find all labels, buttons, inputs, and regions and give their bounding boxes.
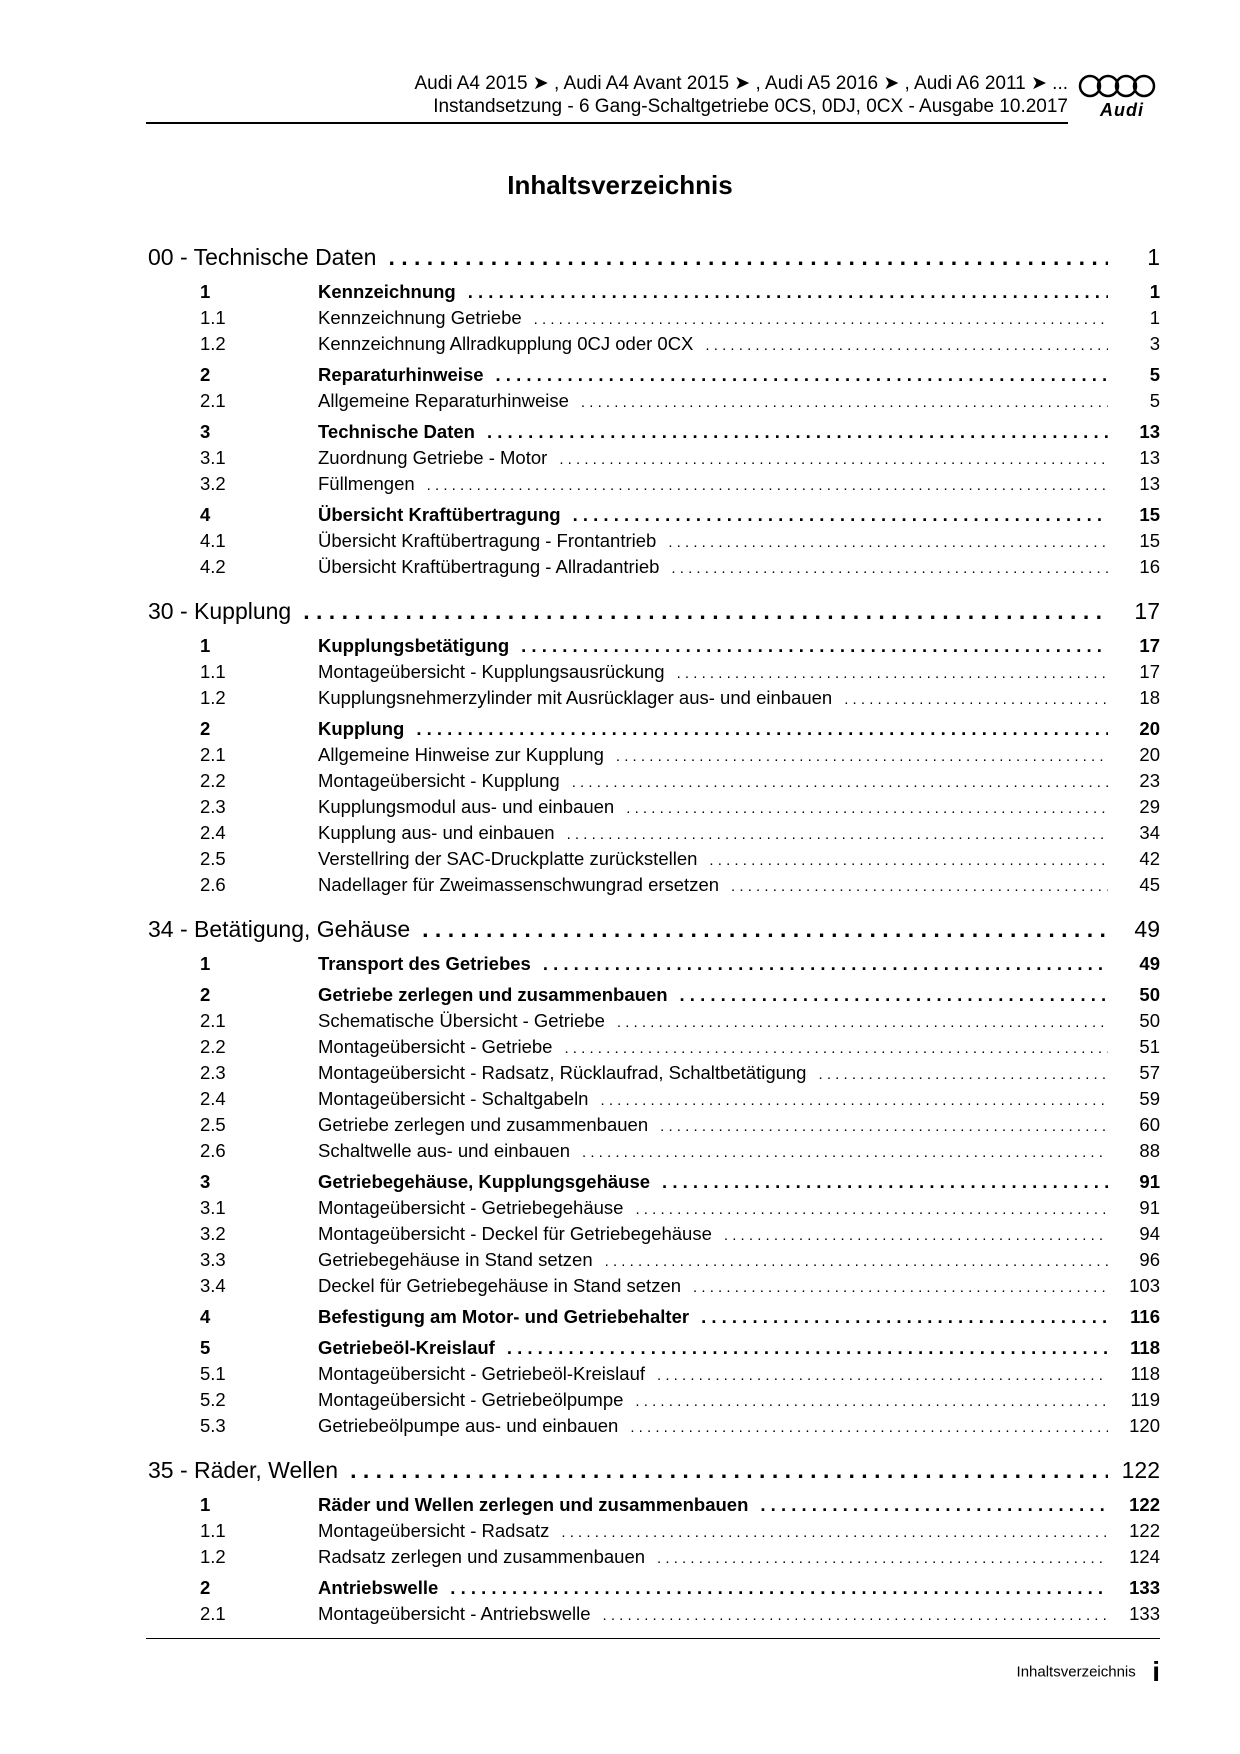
toc-leader-dots: [388, 240, 1108, 274]
toc-section-row[interactable]: [148, 362, 1160, 388]
toc-leader-dots: [450, 1575, 1108, 1601]
page-title: Inhaltsverzeichnis: [507, 170, 733, 200]
toc-page-number: 51: [1139, 1036, 1160, 1057]
toc-entry-number: 2: [200, 984, 211, 1005]
toc-entry-title: Schaltwelle aus- und einbauen: [318, 1140, 570, 1161]
toc-entry-title: Montageübersicht - Schaltgabeln: [318, 1088, 589, 1109]
toc-entry-number: 1: [200, 1494, 211, 1515]
toc-leader-dots: [760, 1492, 1108, 1518]
toc-entry-title: Befestigung am Motor- und Getriebehalter: [318, 1306, 690, 1327]
toc-leader-dots: [350, 1453, 1108, 1487]
toc-page-number: 29: [1139, 796, 1160, 817]
toc-entry-title: Allgemeine Reparaturhinweise: [318, 390, 569, 411]
toc-page-number: 120: [1129, 1415, 1160, 1436]
toc-subsection-row[interactable]: [148, 1195, 1160, 1221]
toc-entry-number: 2.2: [200, 1036, 226, 1057]
toc-subsection-row[interactable]: [148, 685, 1160, 711]
toc-subsection-row[interactable]: [148, 846, 1160, 872]
toc-page-number: 118: [1130, 1337, 1160, 1358]
toc-entry-title: Kennzeichnung Allradkupplung 0CJ oder 0CX: [318, 333, 694, 354]
toc-page-number: 49: [1139, 953, 1160, 974]
toc-page-number: 60: [1139, 1114, 1160, 1135]
toc-entry-number: 3: [200, 421, 211, 442]
toc-leader-dots: [818, 1062, 1108, 1088]
toc-entry-number: 3.1: [200, 1197, 226, 1218]
toc-entry-number: 3.3: [200, 1249, 226, 1270]
toc-entry-title: Montageübersicht - Kupplung: [318, 770, 560, 791]
toc-section-row[interactable]: [148, 633, 1160, 659]
toc-entry-number: 2.1: [200, 1603, 226, 1624]
toc-entry-number: 2.5: [200, 1114, 226, 1135]
toc-entry-title: Kupplungsnehmerzylinder mit Ausrücklager aus- und einbauen: [318, 687, 833, 708]
toc-leader-dots: [572, 770, 1108, 796]
toc-entry-number: 4: [200, 1306, 211, 1327]
toc-leader-dots: [662, 1169, 1108, 1195]
toc-chapter-row[interactable]: [148, 1453, 1160, 1487]
toc-leader-dots: [635, 1197, 1108, 1223]
toc-section-row[interactable]: [148, 419, 1160, 445]
toc-entry-number: 1.2: [200, 1546, 226, 1567]
toc-leader-dots: [573, 502, 1108, 528]
toc-leader-dots: [657, 1363, 1108, 1389]
toc-section-row[interactable]: [148, 716, 1160, 742]
toc-chapter-title: 34 - Betätigung, Gehäuse: [148, 916, 411, 942]
toc-entry-title: Getriebe zerlegen und zusammenbauen: [318, 984, 668, 1005]
toc-entry-number: 3: [200, 1171, 211, 1192]
toc-entry-number: 3.2: [200, 473, 226, 494]
toc-page-number: 15: [1139, 504, 1160, 525]
toc-entry-title: Kennzeichnung: [318, 281, 456, 302]
toc-page-number: 42: [1139, 848, 1160, 869]
toc-page-number: 17: [1139, 661, 1160, 682]
toc-chapter: [148, 594, 1160, 898]
toc-page-number: 15: [1139, 530, 1160, 551]
toc-entry-number: 2.3: [200, 796, 226, 817]
toc-subsection-row[interactable]: [148, 1060, 1160, 1086]
toc-entry-title: Antriebswelle: [318, 1577, 439, 1598]
toc-subsection-row[interactable]: [148, 1247, 1160, 1273]
toc-entry-number: 1.2: [200, 687, 226, 708]
toc-chapter-row[interactable]: [148, 912, 1160, 946]
toc-page-number: 103: [1129, 1275, 1160, 1296]
toc-subsection-row[interactable]: [148, 659, 1160, 685]
header-divider: [146, 122, 1068, 124]
toc-entry-number: 2.4: [200, 1088, 226, 1109]
page-footer: [146, 1638, 1160, 1687]
toc-entry-title: Montageübersicht - Getriebeöl-Kreislauf: [318, 1363, 645, 1384]
toc-section-row[interactable]: [148, 1169, 1160, 1195]
toc-page-number: 23: [1139, 770, 1160, 791]
toc-leader-dots: [724, 1223, 1108, 1249]
toc-subsection-row[interactable]: [148, 331, 1160, 357]
toc-page-number: 133: [1129, 1577, 1160, 1598]
toc-entry-number: 4.2: [200, 556, 226, 577]
toc-page-number: 94: [1139, 1223, 1160, 1244]
toc-page-number: 133: [1129, 1603, 1160, 1624]
toc-subsection-row[interactable]: [148, 794, 1160, 820]
toc-subsection-row[interactable]: [148, 1387, 1160, 1413]
toc-entry-number: 1.2: [200, 333, 226, 354]
toc-entry-title: Montageübersicht - Getriebe: [318, 1036, 553, 1057]
toc-entry-title: Allgemeine Hinweise zur Kupplung: [318, 744, 604, 765]
toc-entry-title: Kupplungsmodul aus- und einbauen: [318, 796, 615, 817]
toc-entry-number: 5.1: [200, 1363, 226, 1384]
toc-entry-number: 2.1: [200, 1010, 226, 1031]
toc-entry-title: Verstellring der SAC-Druckplatte zurückstellen: [318, 848, 698, 869]
toc-subsection-row[interactable]: [148, 1273, 1160, 1299]
toc-chapter-title: 35 - Räder, Wellen: [148, 1457, 339, 1483]
toc-subsection-row[interactable]: [148, 768, 1160, 794]
header-text: [414, 72, 1068, 118]
toc-entry-title: Montageübersicht - Kupplungsausrückung: [318, 661, 665, 682]
toc-leader-dots: [605, 1249, 1108, 1275]
toc-entry-title: Schematische Übersicht - Getriebe: [318, 1010, 605, 1031]
toc-page-number: 20: [1139, 718, 1160, 739]
toc-subsection-row[interactable]: [148, 820, 1160, 846]
toc-page-number: 5: [1149, 364, 1160, 385]
toc-leader-dots: [600, 1088, 1108, 1114]
toc-entry-number: 1: [200, 635, 211, 656]
toc-page-number: 122: [1129, 1494, 1160, 1515]
toc-section-row[interactable]: [148, 1304, 1160, 1330]
toc-leader-dots: [543, 951, 1108, 977]
toc-leader-dots: [603, 1603, 1108, 1629]
toc-subsection-row[interactable]: [148, 554, 1160, 580]
toc-leader-dots: [559, 447, 1108, 473]
toc-subsection-row[interactable]: [148, 1086, 1160, 1112]
toc-page-number: 13: [1139, 447, 1160, 468]
toc-entry-number: 2.3: [200, 1062, 226, 1083]
toc-leader-dots: [581, 390, 1108, 416]
toc-entry-title: Kennzeichnung Getriebe: [318, 307, 522, 328]
toc-chapter: [148, 240, 1160, 580]
toc-leader-dots: [668, 530, 1108, 556]
toc-entry-title: Füllmengen: [318, 473, 415, 494]
toc-entry-title: Getriebegehäuse, Kupplungsgehäuse: [318, 1171, 651, 1192]
toc-page-number: 5: [1149, 390, 1160, 411]
toc-page-number: 18: [1139, 687, 1160, 708]
toc-entry-number: 2.6: [200, 1140, 226, 1161]
toc-entry-title: Getriebe zerlegen und zusammenbauen: [318, 1114, 649, 1135]
toc-entry-title: Übersicht Kraftübertragung - Allradantrieb: [318, 556, 660, 577]
toc-entry-number: 1: [200, 281, 211, 302]
toc-leader-dots: [487, 419, 1108, 445]
footer-page-number: i: [1152, 1656, 1160, 1687]
toc-section-row[interactable]: [148, 951, 1160, 977]
table-of-contents: [148, 240, 1160, 1627]
toc-section-row[interactable]: [148, 982, 1160, 1008]
toc-page-number: 13: [1139, 473, 1160, 494]
toc-page-number: 49: [1134, 916, 1160, 942]
toc-leader-dots: [496, 362, 1108, 388]
toc-section-row[interactable]: [148, 1575, 1160, 1601]
toc-entry-title: Technische Daten: [318, 421, 475, 442]
toc-subsection-row[interactable]: [148, 388, 1160, 414]
toc-page-number: 50: [1139, 1010, 1160, 1031]
toc-entry-number: 1.1: [200, 661, 226, 682]
toc-entry-title: Kupplungsbetätigung: [318, 635, 510, 656]
toc-page-number: 57: [1139, 1062, 1160, 1083]
toc-entry-title: Kupplung: [318, 718, 405, 739]
toc-entry-number: 2.5: [200, 848, 226, 869]
toc-entry-number: 2.6: [200, 874, 226, 895]
toc-page-number: 17: [1139, 635, 1160, 656]
toc-entry-title: Montageübersicht - Getriebegehäuse: [318, 1197, 624, 1218]
toc-page-number: 116: [1130, 1306, 1160, 1327]
toc-entry-number: 2.2: [200, 770, 226, 791]
toc-page-number: 20: [1139, 744, 1160, 765]
toc-leader-dots: [693, 1275, 1108, 1301]
toc-page-number: 50: [1139, 984, 1160, 1005]
toc-subsection-row[interactable]: [148, 1518, 1160, 1544]
toc-page-number: 17: [1134, 598, 1160, 624]
toc-entry-title: Reparaturhinweise: [318, 364, 484, 385]
toc-entry-title: Übersicht Kraftübertragung - Frontantrieb: [318, 530, 657, 551]
toc-chapter-title: 30 - Kupplung: [148, 598, 292, 624]
toc-entry-number: 4: [200, 504, 211, 525]
toc-page-number: 122: [1129, 1520, 1160, 1541]
toc-chapter-title: 00 - Technische Daten: [148, 244, 377, 270]
toc-page-number: 34: [1139, 822, 1160, 843]
toc-entry-title: Nadellager für Zweimassenschwungrad ersetzen: [318, 874, 720, 895]
toc-entry-number: 2: [200, 364, 211, 385]
toc-leader-dots: [709, 848, 1108, 874]
footer-text: [1017, 1656, 1160, 1688]
toc-leader-dots: [564, 1036, 1108, 1062]
toc-leader-dots: [660, 1114, 1108, 1140]
audi-logo: [1076, 74, 1160, 122]
toc-leader-dots: [468, 279, 1108, 305]
toc-entry-title: Radsatz zerlegen und zusammenbauen: [318, 1546, 646, 1567]
toc-page-number: 122: [1121, 1457, 1160, 1483]
toc-leader-dots: [630, 1415, 1108, 1441]
toc-entry-number: 2.1: [200, 744, 226, 765]
toc-leader-dots: [671, 556, 1108, 582]
toc-leader-dots: [303, 594, 1108, 628]
toc-leader-dots: [427, 473, 1108, 499]
toc-chapter: [148, 1453, 1160, 1627]
header-manual-title: Instandsetzung - 6 Gang-Schaltgetriebe 0CS, 0DJ, 0CX - Ausgabe 10.2017: [433, 96, 1068, 117]
toc-subsection-row[interactable]: [148, 1008, 1160, 1034]
toc-leader-dots: [635, 1389, 1108, 1415]
toc-subsection-row[interactable]: [148, 1138, 1160, 1164]
footer-divider: [146, 1638, 1160, 1639]
toc-entry-number: 3.4: [200, 1275, 226, 1296]
toc-leader-dots: [616, 744, 1108, 770]
toc-subsection-row[interactable]: [148, 445, 1160, 471]
audi-wordmark: Audi: [1100, 100, 1144, 120]
toc-page-number: 1: [1147, 244, 1160, 270]
toc-leader-dots: [416, 716, 1108, 742]
toc-entry-title: Montageübersicht - Getriebeölpumpe: [318, 1389, 624, 1410]
toc-subsection-row[interactable]: [148, 1413, 1160, 1439]
toc-entry-title: Getriebeölpumpe aus- und einbauen: [318, 1415, 619, 1436]
header-vehicle-models: Audi A4 2015 ➤ , Audi A4 Avant 2015 ➤ , Audi A5 2016 ➤ , Audi A6 2011 ➤ ...: [414, 73, 1068, 94]
toc-subsection-row[interactable]: [148, 1544, 1160, 1570]
toc-entry-number: 1.1: [200, 1520, 226, 1541]
toc-subsection-row[interactable]: [148, 1361, 1160, 1387]
toc-page-number: 3: [1149, 333, 1160, 354]
toc-entry-number: 1: [200, 953, 211, 974]
toc-leader-dots: [677, 661, 1108, 687]
toc-leader-dots: [534, 307, 1108, 333]
audi-rings-icon: [1076, 74, 1160, 100]
toc-entry-number: 4.1: [200, 530, 226, 551]
toc-chapter: [148, 912, 1160, 1439]
toc-entry-number: 3.1: [200, 447, 226, 468]
toc-page-number: 16: [1139, 556, 1160, 577]
toc-subsection-row[interactable]: [148, 528, 1160, 554]
toc-section-row[interactable]: [148, 1335, 1160, 1361]
toc-leader-dots: [582, 1140, 1108, 1166]
toc-page-number: 91: [1139, 1197, 1160, 1218]
toc-subsection-row[interactable]: [148, 742, 1160, 768]
toc-chapter-row[interactable]: [148, 594, 1160, 628]
toc-entry-title: Kupplung aus- und einbauen: [318, 822, 555, 843]
toc-entry-number: 2: [200, 1577, 211, 1598]
toc-entry-title: Montageübersicht - Radsatz, Rücklaufrad, Schaltbetätigung: [318, 1062, 807, 1083]
toc-entry-number: 1.1: [200, 307, 226, 328]
toc-section-row[interactable]: [148, 1492, 1160, 1518]
toc-leader-dots: [422, 912, 1108, 946]
toc-section-row[interactable]: [148, 279, 1160, 305]
toc-leader-dots: [731, 874, 1108, 900]
toc-page-number: 13: [1139, 421, 1160, 442]
toc-leader-dots: [507, 1335, 1108, 1361]
toc-entry-number: 5.2: [200, 1389, 226, 1410]
toc-entry-title: Übersicht Kraftübertragung: [318, 504, 561, 525]
toc-entry-number: 5: [200, 1337, 211, 1358]
toc-entry-number: 2.4: [200, 822, 226, 843]
toc-page-number: 119: [1130, 1389, 1160, 1410]
toc-page-number: 88: [1139, 1140, 1160, 1161]
toc-subsection-row[interactable]: [148, 1034, 1160, 1060]
toc-chapter-row[interactable]: [148, 240, 1160, 274]
toc-page-number: 1: [1149, 307, 1160, 328]
toc-leader-dots: [567, 822, 1108, 848]
toc-page-number: 124: [1129, 1546, 1160, 1567]
toc-entry-number: 5.3: [200, 1415, 226, 1436]
toc-leader-dots: [657, 1546, 1108, 1572]
toc-subsection-row[interactable]: [148, 1601, 1160, 1627]
toc-leader-dots: [626, 796, 1108, 822]
toc-subsection-row[interactable]: [148, 872, 1160, 898]
toc-entry-title: Zuordnung Getriebe - Motor: [318, 447, 548, 468]
toc-entry-title: Transport des Getriebes: [318, 953, 531, 974]
toc-leader-dots: [561, 1520, 1108, 1546]
toc-entry-number: 2: [200, 718, 211, 739]
toc-section-row[interactable]: [148, 502, 1160, 528]
toc-leader-dots: [844, 687, 1108, 713]
toc-page-number: 91: [1139, 1171, 1160, 1192]
toc-entry-title: Getriebeöl-Kreislauf: [318, 1337, 495, 1358]
toc-subsection-row[interactable]: [148, 1221, 1160, 1247]
footer-label: Inhaltsverzeichnis: [1016, 1663, 1136, 1681]
toc-entry-title: Montageübersicht - Antriebswelle: [318, 1603, 591, 1624]
toc-leader-dots: [705, 333, 1108, 359]
toc-page-number: 118: [1130, 1363, 1160, 1384]
toc-page-number: 59: [1139, 1088, 1160, 1109]
toc-subsection-row[interactable]: [148, 471, 1160, 497]
toc-page-number: 45: [1139, 874, 1160, 895]
toc-page-number: 1: [1149, 281, 1160, 302]
page-header: [146, 68, 1160, 124]
toc-entry-title: Montageübersicht - Radsatz: [318, 1520, 550, 1541]
toc-leader-dots: [701, 1304, 1108, 1330]
toc-entry-number: 3.2: [200, 1223, 226, 1244]
toc-subsection-row[interactable]: [148, 305, 1160, 331]
toc-entry-title: Deckel für Getriebegehäuse in Stand setzen: [318, 1275, 682, 1296]
toc-entry-title: Räder und Wellen zerlegen und zusammenbauen: [318, 1494, 749, 1515]
toc-leader-dots: [521, 633, 1108, 659]
toc-page-number: 96: [1139, 1249, 1160, 1270]
toc-leader-dots: [617, 1010, 1108, 1036]
toc-entry-title: Getriebegehäuse in Stand setzen: [318, 1249, 593, 1270]
toc-leader-dots: [680, 982, 1108, 1008]
toc-entry-number: 2.1: [200, 390, 226, 411]
toc-entry-title: Montageübersicht - Deckel für Getriebegehäuse: [318, 1223, 712, 1244]
toc-subsection-row[interactable]: [148, 1112, 1160, 1138]
